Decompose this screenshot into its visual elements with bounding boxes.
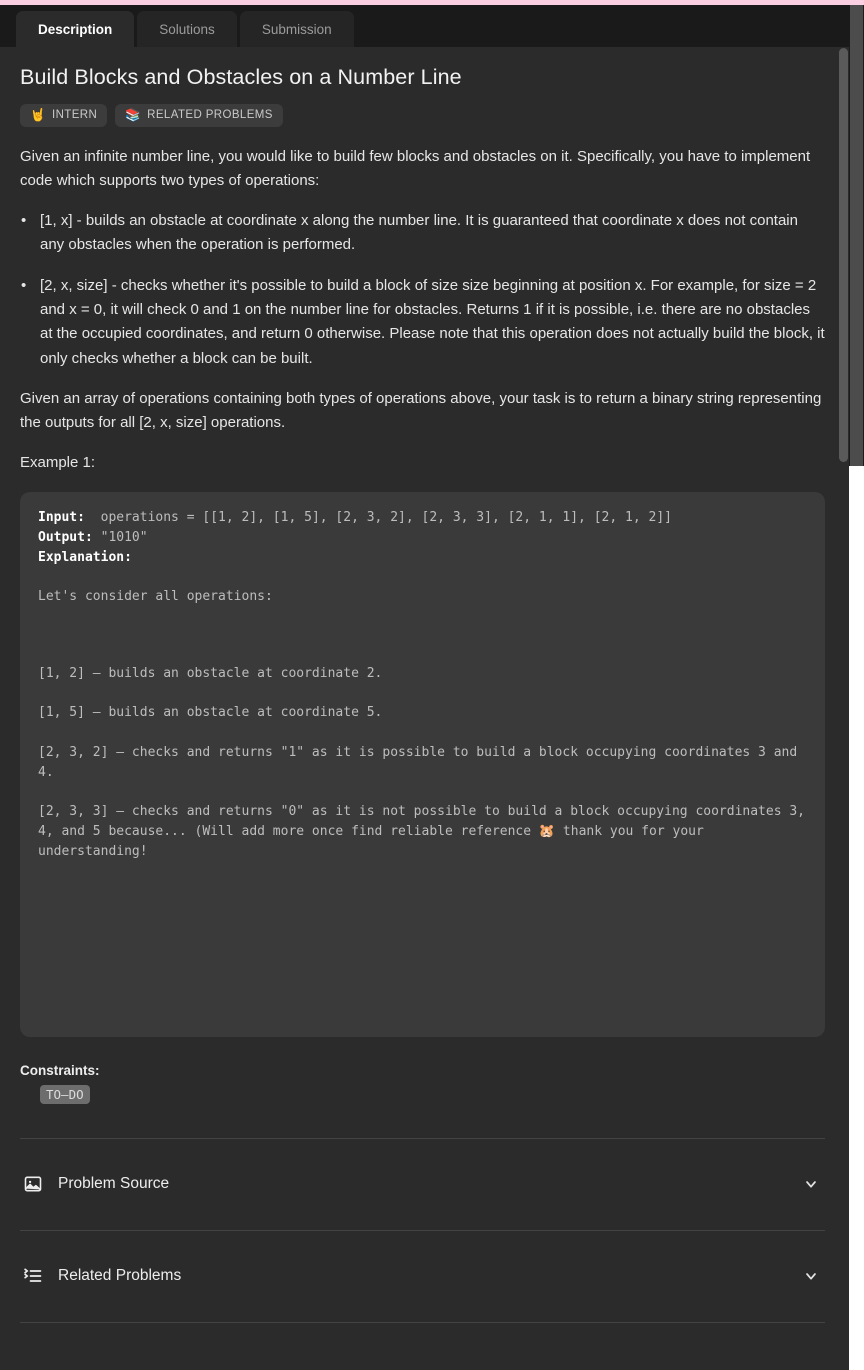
badge-list xyxy=(20,104,825,127)
input-value: operations = [[1, 2], [1, 5], [2, 3, 2], [2, 3, 3], [2, 1, 1], [2, 1, 2]] xyxy=(84,509,672,525)
page-title: Build Blocks and Obstacles on a Number Line xyxy=(20,65,462,89)
explanation-line: [2, 3, 2] – checks and returns "1" as it is possible to build a block occupying coordinates 3 and 4. xyxy=(38,744,806,780)
tab-solutions[interactable] xyxy=(137,11,237,47)
constraints-heading: Constraints: xyxy=(20,1062,100,1078)
badge-intern-label: INTERN xyxy=(51,109,98,122)
tab-description-label: Description xyxy=(38,21,113,37)
output-value: "1010" xyxy=(92,529,148,545)
badge-intern[interactable] xyxy=(20,104,107,127)
tab-bar xyxy=(0,5,849,47)
output-label: Output: xyxy=(38,529,93,545)
explanation-line: Let's consider all operations: xyxy=(38,589,273,605)
page-loading-bar xyxy=(0,0,864,5)
constraints-body xyxy=(20,1086,825,1104)
list-item: • [2, x, size] - checks whether it's possible to build a block of size size beginning at position x. For example, for size = 2 and x = 0, it will check 0 and 1 on the number line for obstacles. Returns 1 if it is possible, i.e. there are no obstacles at the occupied coordinates, and return 0 otherwise. Please note that this operation does not actually build the block, it only checks whether a block can be built. xyxy=(40,274,825,371)
image-icon xyxy=(22,1173,44,1195)
page-scrollbar-thumb[interactable] xyxy=(850,0,863,466)
accordion-related-problems[interactable] xyxy=(20,1231,825,1322)
list-item: • [1, x] - builds an obstacle at coordinate x along the number line. It is guaranteed that coordinate x does not contain any obstacles when the operation is performed. xyxy=(40,209,825,258)
accordion-related-problems-label: Related Problems xyxy=(58,1267,182,1285)
intro-paragraph: Given an infinite number line, you would like to build few blocks and obstacles on it. Specifically, you have to implement code which supports two types of operations: xyxy=(20,147,811,189)
explanation-line: [1, 5] – builds an obstacle at coordinate 5. xyxy=(38,705,383,721)
accordion-problem-source[interactable] xyxy=(20,1139,825,1230)
page-scrollbar[interactable] xyxy=(849,0,864,1370)
description-content xyxy=(0,47,849,1323)
badge-related-problems-label: RELATED PROBLEMS xyxy=(147,109,273,122)
tab-submission-label: Submission xyxy=(261,21,332,37)
chevron-down-icon[interactable] xyxy=(801,1174,821,1194)
divider xyxy=(20,1322,825,1323)
operations-list xyxy=(20,209,825,371)
rock-on-hand-emoji: 🤘 xyxy=(30,108,46,122)
chevron-down-icon[interactable] xyxy=(801,1266,821,1286)
tab-submission[interactable] xyxy=(240,11,354,47)
explanation-label: Explanation: xyxy=(38,550,132,566)
content-scrollbar[interactable] xyxy=(839,47,849,1370)
example-code-block xyxy=(20,492,825,1037)
task-paragraph: Given an array of operations containing both types of operations above, your task is to return a binary string representing the outputs for all [2, x, size] operations. xyxy=(20,389,822,432)
list-icon xyxy=(22,1265,44,1287)
tab-solutions-label: Solutions xyxy=(159,21,215,37)
example-heading: Example 1: xyxy=(20,454,96,472)
badge-related-problems[interactable] xyxy=(115,104,283,127)
tab-description[interactable] xyxy=(16,11,134,47)
content-scrollbar-thumb[interactable] xyxy=(839,48,848,462)
accordion-problem-source-label: Problem Source xyxy=(58,1175,170,1193)
explanation-line: [2, 3, 3] – checks and returns "0" as it is not possible to build a block occupying coordinates 3, 4, and 5 because... (Will add more once find reliable reference 🐹 thank you for your understanding! xyxy=(38,803,813,860)
books-emoji: 📚 xyxy=(125,108,142,122)
constraints-value: TO–DO xyxy=(40,1085,90,1104)
explanation-line: [1, 2] – builds an obstacle at coordinate 2. xyxy=(38,666,383,682)
description-panel xyxy=(0,47,849,1370)
input-label: Input: xyxy=(38,509,85,525)
